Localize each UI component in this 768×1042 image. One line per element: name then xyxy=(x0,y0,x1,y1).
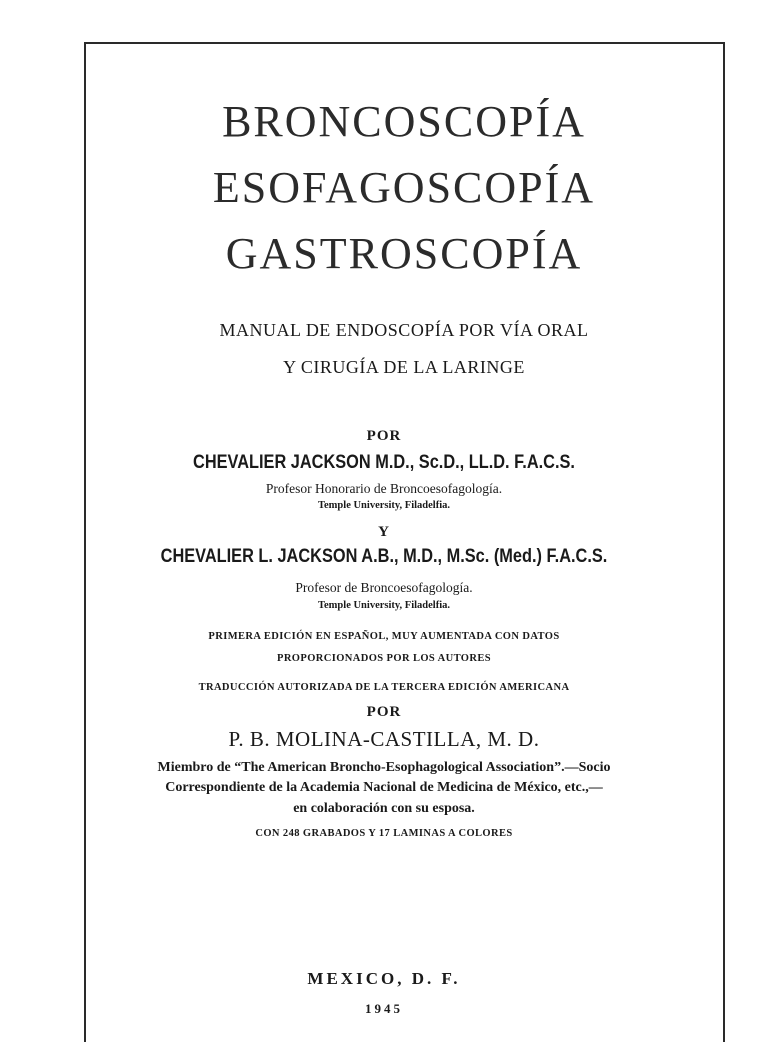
translator-membership-line-3: en colaboración con su esposa. xyxy=(293,801,475,816)
imprint-place: MEXICO, D. F. xyxy=(307,969,461,988)
translator-name: P. B. MOLINA-CASTILLA, M. D. xyxy=(228,727,540,751)
title-line-2: ESOFAGOSCOPÍA xyxy=(212,163,596,212)
imprint-year: 1945 xyxy=(365,1001,403,1016)
edition-note-line-2: PROPORCIONADOS POR LOS AUTORES xyxy=(277,653,491,664)
author-2-name: CHEVALIER L. JACKSON A.B., M.D., M.Sc. (Med.) F.A.C.S. xyxy=(160,546,608,567)
author-1-university: Temple University, Filadelfia. xyxy=(317,500,451,511)
translator-membership-line-1: Miembro de “The American Broncho-Esophagological Association”.—Socio xyxy=(157,760,611,775)
por-label-1: POR xyxy=(366,428,402,444)
translator-membership-line-2: Correspondiente de la Academia Nacional de Medicina de México, etc.,— xyxy=(165,780,603,795)
title-line-1: BRONCOSCOPÍA xyxy=(222,97,586,146)
author-1-name: CHEVALIER JACKSON M.D., Sc.D., LL.D. F.A.C.S. xyxy=(193,452,575,473)
author-1-position: Profesor Honorario de Broncoesofagología. xyxy=(265,481,503,496)
illustrations-note: CON 248 GRABADOS Y 17 LAMINAS A COLORES xyxy=(255,828,513,839)
conjunction-y: Y xyxy=(378,524,390,540)
por-label-2: POR xyxy=(366,704,402,720)
subtitle-line-1: MANUAL DE ENDOSCOPÍA POR VÍA ORAL xyxy=(219,320,589,340)
subtitle-line-2: Y CIRUGÍA DE LA LARINGE xyxy=(283,357,525,377)
translation-note: TRADUCCIÓN AUTORIZADA DE LA TERCERA EDICIÓN AMERICANA xyxy=(198,682,570,693)
author-2-university: Temple University, Filadelfia. xyxy=(317,600,451,611)
title-line-3: GASTROSCOPÍA xyxy=(225,229,583,278)
author-2-position: Profesor de Broncoesofagología. xyxy=(295,580,473,595)
edition-note-line-1: PRIMERA EDICIÓN EN ESPAÑOL, MUY AUMENTADA CON DATOS xyxy=(208,631,560,642)
